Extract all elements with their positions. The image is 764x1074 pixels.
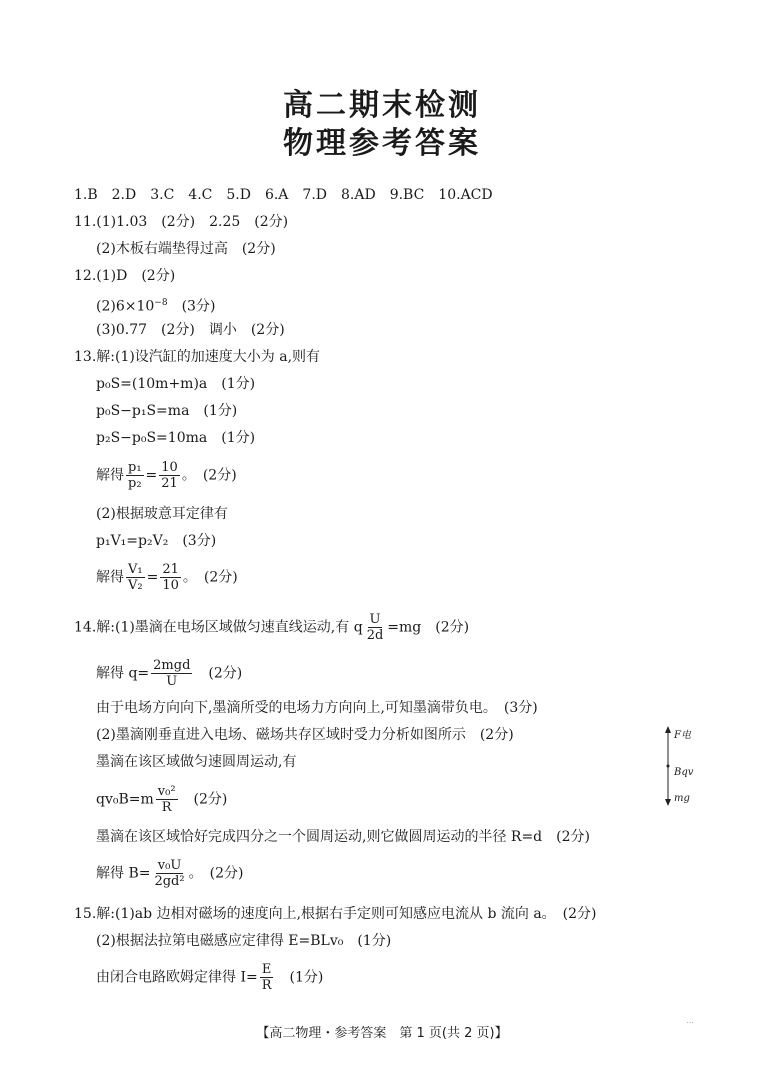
q13-sol2-tail: 。 (2分)	[182, 569, 238, 586]
q13-eq4: p₁V₁=p₂V₂ (3分)	[96, 533, 217, 549]
q14-sol2-num: v₀U	[157, 858, 182, 873]
q12-exponent: −8	[154, 298, 168, 308]
q12-part2	[96, 294, 215, 316]
q15-part3-den: R	[261, 978, 272, 993]
q15-part3-tail: (1分)	[275, 969, 324, 986]
q11-part1: 11.(1)1.03 (2分) 2.25 (2分)	[74, 214, 289, 230]
force-arrow-up-icon	[665, 726, 671, 733]
q14-circle: 墨滴在该区域做匀速圆周运动,有	[96, 754, 297, 770]
q13-solution2: 解得 $\frac{\text{V₁}}{\text{V₂}}$ = $\frac{21}{10}$ 。 (2分)	[96, 562, 238, 593]
q14-head-frac-den: 2d	[366, 628, 384, 643]
q14-solution2	[96, 858, 243, 889]
page-corner-mark: ...	[686, 1016, 694, 1025]
page-subtitle: 物理参考答案	[283, 126, 481, 161]
q15-part3	[96, 962, 323, 993]
q13-sol1-den-left: p₂	[128, 476, 142, 491]
q13-solution1: 解得 $\frac{\text{p₁}}{\text{p₂}}$ = $\frac{10}{21}$ 。 (2分)	[96, 460, 237, 491]
q14-sol1-frac	[151, 658, 192, 689]
q14-sol1-tail: (2分)	[194, 665, 243, 682]
q14-eq-frac	[156, 784, 178, 815]
q12-part2-text: (2)6×10	[96, 298, 155, 315]
q15-part3-frac	[260, 962, 274, 993]
q15-part3-num: E	[261, 962, 272, 977]
q14-sol2-label: 解得 B=	[96, 865, 151, 882]
q14-charge: 由于电场方向向下,墨滴所受的电场力方向向上,可知墨滴带负电。 (3分)	[96, 700, 538, 716]
q13-eq2: p₀S−p₁S=ma (1分)	[96, 403, 238, 419]
q13-sol2-num-right: 21	[162, 562, 179, 577]
q13-part2: (2)根据玻意耳定律有	[96, 506, 228, 522]
q12-part2-score: (3分)	[167, 298, 216, 315]
q14-equation	[96, 784, 227, 815]
q15-head: 15.解:(1)ab 边相对磁场的速度向上,根据右手定则可知感应电流从 b 流向 a。 (2分)	[74, 906, 597, 922]
q13-sol2-label: 解得	[96, 569, 124, 586]
q14-part2: (2)墨滴刚垂直进入电场、磁场共存区域时受力分析如图所示 (2分)	[96, 727, 514, 743]
q14-sol1-label: 解得 q=	[96, 665, 150, 682]
q13-sol1-label: 解得	[96, 467, 124, 484]
q13-sol1-num-right: 10	[161, 460, 178, 475]
q14-sol2-tail: 。 (2分)	[188, 865, 244, 882]
q14-sol1-num: 2mgd	[153, 658, 191, 673]
q14-eq-den: R	[161, 800, 172, 815]
q12-part3: (3)0.77 (2分) 调小 (2分)	[96, 322, 285, 338]
q13-sol2-den-right: 10	[162, 578, 179, 593]
label-lorentz-force: Bqv	[674, 767, 694, 778]
q13-sol2-frac-right	[160, 562, 181, 593]
label-gravity: mg	[674, 793, 690, 804]
mc-answers: 1.B 2.D 3.C 4.C 5.D 6.A 7.D 8.AD 9.BC 10.ACD	[74, 187, 493, 203]
q14-head-frac-num: U	[369, 612, 381, 627]
q14-sol2-den: 2gd²	[154, 874, 185, 889]
q14-head-tail: =mg (2分)	[387, 619, 470, 636]
q13-sol1-frac-right	[159, 460, 180, 491]
q13-sol2-frac-left	[126, 562, 145, 593]
q13-sol2-den-left: V₂	[128, 578, 143, 593]
q13-head: 13.解:(1)设汽缸的加速度大小为 a,则有	[74, 349, 321, 365]
q11-part2: (2)木板右端垫得过高 (2分)	[96, 241, 276, 257]
page-title: 高二期末检测	[283, 88, 481, 123]
q14-eq-left: qv₀B=m	[96, 791, 154, 808]
q14-radius: 墨滴在该区域恰好完成四分之一个圆周运动,则它做圆周运动的半径 R=d (2分)	[96, 829, 590, 845]
q12-part1: 12.(1)D (2分)	[74, 268, 176, 284]
q13-sol1-den-right: 21	[161, 476, 178, 491]
q14-sol1-den: U	[166, 674, 178, 689]
q13-sol1-num-left: p₁	[128, 460, 142, 475]
q14-eq-tail: (2分)	[179, 791, 228, 808]
q13-eq3: p₂S−p₀S=10ma (1分)	[96, 430, 256, 446]
label-electric-force: F电	[674, 730, 691, 741]
q15-part3-label: 由闭合电路欧姆定律得 I=	[96, 969, 258, 986]
q14-head-text: 14.解:(1)墨滴在电场区域做匀速直线运动,有 q	[74, 619, 363, 636]
q14-solution1	[96, 658, 242, 689]
q13-sol2-num-left: V₁	[128, 562, 143, 577]
q14-sol2-frac	[152, 858, 186, 889]
q15-part2: (2)根据法拉第电磁感应定律得 E=BLv₀ (1分)	[96, 933, 392, 949]
q14-eq-num: v₀²	[157, 784, 176, 799]
q13-sol1-tail: 。 (2分)	[181, 467, 237, 484]
force-arrow-down-icon	[665, 799, 671, 806]
force-point	[667, 765, 670, 768]
q14-head-frac	[365, 612, 386, 643]
q13-sol1-frac-left	[126, 460, 144, 491]
q14-head	[74, 612, 469, 643]
page-footer: 【高二物理・参考答案 第 1 页(共 2 页)】	[256, 1026, 508, 1041]
q13-eq1: p₀S=(10m+m)a (1分)	[96, 376, 256, 392]
